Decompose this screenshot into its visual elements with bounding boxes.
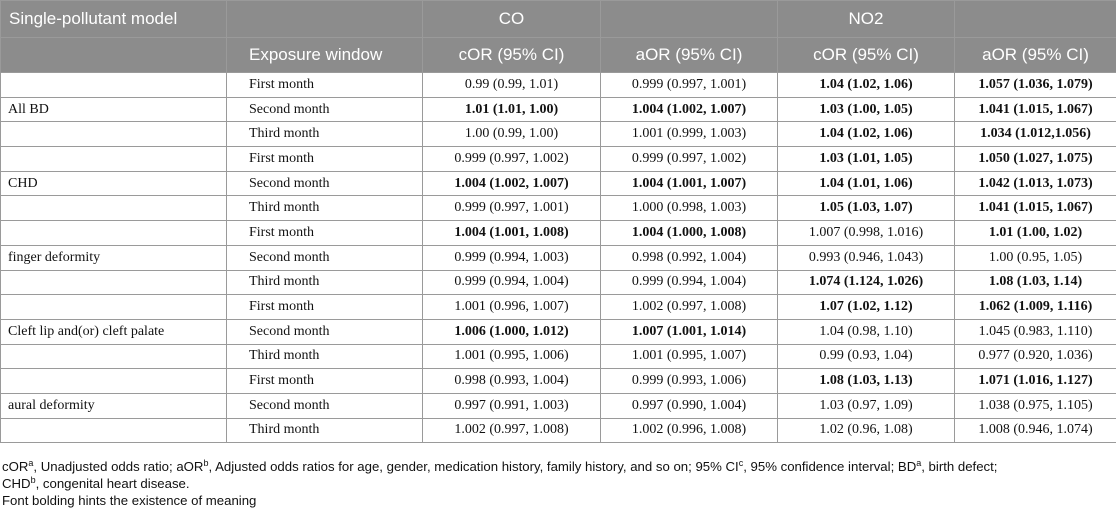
table-row <box>1 196 1116 221</box>
table-row <box>1 171 1116 196</box>
no2-aor-cell: 1.041 (1.015, 1.067) <box>955 196 1116 221</box>
table-row <box>1 270 1116 295</box>
table-row <box>1 122 1116 147</box>
co-aor-cell: 1.001 (0.999, 1.003) <box>601 122 778 147</box>
no2-aor-header: aOR (95% CI) <box>955 38 1116 73</box>
window-cell: First month <box>227 73 423 98</box>
window-cell: Second month <box>227 319 423 344</box>
group-cell: All BD <box>1 97 227 122</box>
group-cell: aural deformity <box>1 393 227 418</box>
co-cor-cell: 1.01 (1.01, 1.00) <box>423 97 601 122</box>
table-row <box>1 73 1116 98</box>
no2-cor-header: cOR (95% CI) <box>778 38 955 73</box>
table-row <box>1 97 1116 122</box>
table-footnotes <box>2 458 1114 509</box>
header-blank-cell <box>955 1 1116 38</box>
co-cor-header: cOR (95% CI) <box>423 38 601 73</box>
co-aor-header: aOR (95% CI) <box>601 38 778 73</box>
co-aor-cell: 0.998 (0.992, 1.004) <box>601 245 778 270</box>
group-cell <box>1 73 227 98</box>
table-row <box>1 147 1116 172</box>
no2-cor-cell: 1.03 (0.97, 1.09) <box>778 393 955 418</box>
co-aor-cell: 0.999 (0.993, 1.006) <box>601 369 778 394</box>
no2-cor-cell: 1.03 (1.01, 1.05) <box>778 147 955 172</box>
header-blank-cell <box>227 1 423 38</box>
no2-aor-cell: 1.041 (1.015, 1.067) <box>955 97 1116 122</box>
co-aor-cell: 1.004 (1.002, 1.007) <box>601 97 778 122</box>
co-cor-cell: 1.001 (0.996, 1.007) <box>423 295 601 320</box>
no2-aor-cell: 1.045 (0.983, 1.110) <box>955 319 1116 344</box>
no2-aor-cell: 1.01 (1.00, 1.02) <box>955 221 1116 246</box>
co-cor-cell: 0.999 (0.994, 1.003) <box>423 245 601 270</box>
co-cor-cell: 0.999 (0.997, 1.002) <box>423 147 601 172</box>
no2-cor-cell: 1.04 (1.01, 1.06) <box>778 171 955 196</box>
no2-aor-cell: 1.034 (1.012,1.056) <box>955 122 1116 147</box>
pollutant-no2-header: NO2 <box>778 1 955 38</box>
co-cor-cell: 1.006 (1.000, 1.012) <box>423 319 601 344</box>
group-cell <box>1 270 227 295</box>
co-aor-cell: 1.004 (1.001, 1.007) <box>601 171 778 196</box>
no2-aor-cell: 1.00 (0.95, 1.05) <box>955 245 1116 270</box>
co-aor-cell: 0.999 (0.997, 1.001) <box>601 73 778 98</box>
pollutant-co-header: CO <box>423 1 601 38</box>
no2-aor-cell: 1.057 (1.036, 1.079) <box>955 73 1116 98</box>
window-cell: First month <box>227 221 423 246</box>
window-cell: Third month <box>227 270 423 295</box>
co-cor-cell: 0.999 (0.997, 1.001) <box>423 196 601 221</box>
exposure-window-header: Exposure window <box>227 38 423 73</box>
no2-cor-cell: 1.05 (1.03, 1.07) <box>778 196 955 221</box>
co-cor-cell: 1.004 (1.001, 1.008) <box>423 221 601 246</box>
group-cell <box>1 196 227 221</box>
co-cor-cell: 0.998 (0.993, 1.004) <box>423 369 601 394</box>
header-blank-cell <box>1 38 227 73</box>
co-cor-cell: 1.001 (0.995, 1.006) <box>423 344 601 369</box>
co-aor-cell: 1.002 (0.996, 1.008) <box>601 418 778 443</box>
co-cor-cell: 0.997 (0.991, 1.003) <box>423 393 601 418</box>
table-row <box>1 319 1116 344</box>
no2-cor-cell: 1.04 (1.02, 1.06) <box>778 73 955 98</box>
header-row-1 <box>1 1 1116 38</box>
co-aor-cell: 1.002 (0.997, 1.008) <box>601 295 778 320</box>
no2-aor-cell: 1.042 (1.013, 1.073) <box>955 171 1116 196</box>
co-aor-cell: 1.004 (1.000, 1.008) <box>601 221 778 246</box>
group-cell <box>1 147 227 172</box>
group-cell <box>1 344 227 369</box>
table-row <box>1 418 1116 443</box>
window-cell: Third month <box>227 418 423 443</box>
group-cell: Cleft lip and(or) cleft palate <box>1 319 227 344</box>
no2-aor-cell: 1.071 (1.016, 1.127) <box>955 369 1116 394</box>
window-cell: Third month <box>227 122 423 147</box>
group-cell <box>1 221 227 246</box>
header-row-2 <box>1 38 1116 73</box>
table-row <box>1 369 1116 394</box>
no2-cor-cell: 1.08 (1.03, 1.13) <box>778 369 955 394</box>
no2-aor-cell: 1.08 (1.03, 1.14) <box>955 270 1116 295</box>
table-row <box>1 295 1116 320</box>
co-cor-cell: 0.999 (0.994, 1.004) <box>423 270 601 295</box>
co-cor-cell: 1.004 (1.002, 1.007) <box>423 171 601 196</box>
co-aor-cell: 0.999 (0.994, 1.004) <box>601 270 778 295</box>
group-cell <box>1 295 227 320</box>
co-aor-cell: 1.007 (1.001, 1.014) <box>601 319 778 344</box>
co-aor-cell: 1.001 (0.995, 1.007) <box>601 344 778 369</box>
no2-aor-cell: 1.062 (1.009, 1.116) <box>955 295 1116 320</box>
window-cell: Second month <box>227 171 423 196</box>
co-cor-cell: 0.99 (0.99, 1.01) <box>423 73 601 98</box>
no2-cor-cell: 1.02 (0.96, 1.08) <box>778 418 955 443</box>
window-cell: Third month <box>227 344 423 369</box>
co-cor-cell: 1.00 (0.99, 1.00) <box>423 122 601 147</box>
group-cell <box>1 122 227 147</box>
co-aor-cell: 1.000 (0.998, 1.003) <box>601 196 778 221</box>
no2-aor-cell: 0.977 (0.920, 1.036) <box>955 344 1116 369</box>
window-cell: First month <box>227 369 423 394</box>
table-row <box>1 221 1116 246</box>
no2-cor-cell: 1.007 (0.998, 1.016) <box>778 221 955 246</box>
no2-cor-cell: 1.07 (1.02, 1.12) <box>778 295 955 320</box>
no2-aor-cell: 1.008 (0.946, 1.074) <box>955 418 1116 443</box>
group-cell: finger deformity <box>1 245 227 270</box>
co-aor-cell: 0.997 (0.990, 1.004) <box>601 393 778 418</box>
no2-cor-cell: 0.993 (0.946, 1.043) <box>778 245 955 270</box>
no2-cor-cell: 1.074 (1.124, 1.026) <box>778 270 955 295</box>
footnote-bolding: Font bolding hints the existence of meaning <box>2 493 257 508</box>
co-aor-cell: 0.999 (0.997, 1.002) <box>601 147 778 172</box>
table-row <box>1 344 1116 369</box>
group-cell <box>1 418 227 443</box>
table-row <box>1 393 1116 418</box>
window-cell: First month <box>227 147 423 172</box>
no2-aor-cell: 1.038 (0.975, 1.105) <box>955 393 1116 418</box>
no2-cor-cell: 1.04 (0.98, 1.10) <box>778 319 955 344</box>
header-blank-cell <box>601 1 778 38</box>
group-cell <box>1 369 227 394</box>
window-cell: Second month <box>227 245 423 270</box>
no2-aor-cell: 1.050 (1.027, 1.075) <box>955 147 1116 172</box>
window-cell: Second month <box>227 393 423 418</box>
footnote-abbreviations: cOR$^a$, Unadjusted odds ratio; aOR$^b$, Adjusted odds ratios for age, gender, medication history, family history, and so on; 95% $CI^c$, 95% confidence interval; $BD^a$, birth defect; <box>2 458 998 474</box>
no2-cor-cell: 1.04 (1.02, 1.06) <box>778 122 955 147</box>
window-cell: Third month <box>227 196 423 221</box>
co-cor-cell: 1.002 (0.997, 1.008) <box>423 418 601 443</box>
no2-cor-cell: 0.99 (0.93, 1.04) <box>778 344 955 369</box>
model-label: Single-pollutant model <box>1 1 227 38</box>
group-cell: CHD <box>1 171 227 196</box>
footnote-chd: CHD$^b$, congenital heart disease. <box>2 475 190 491</box>
table-row <box>1 245 1116 270</box>
no2-cor-cell: 1.03 (1.00, 1.05) <box>778 97 955 122</box>
window-cell: Second month <box>227 97 423 122</box>
window-cell: First month <box>227 295 423 320</box>
